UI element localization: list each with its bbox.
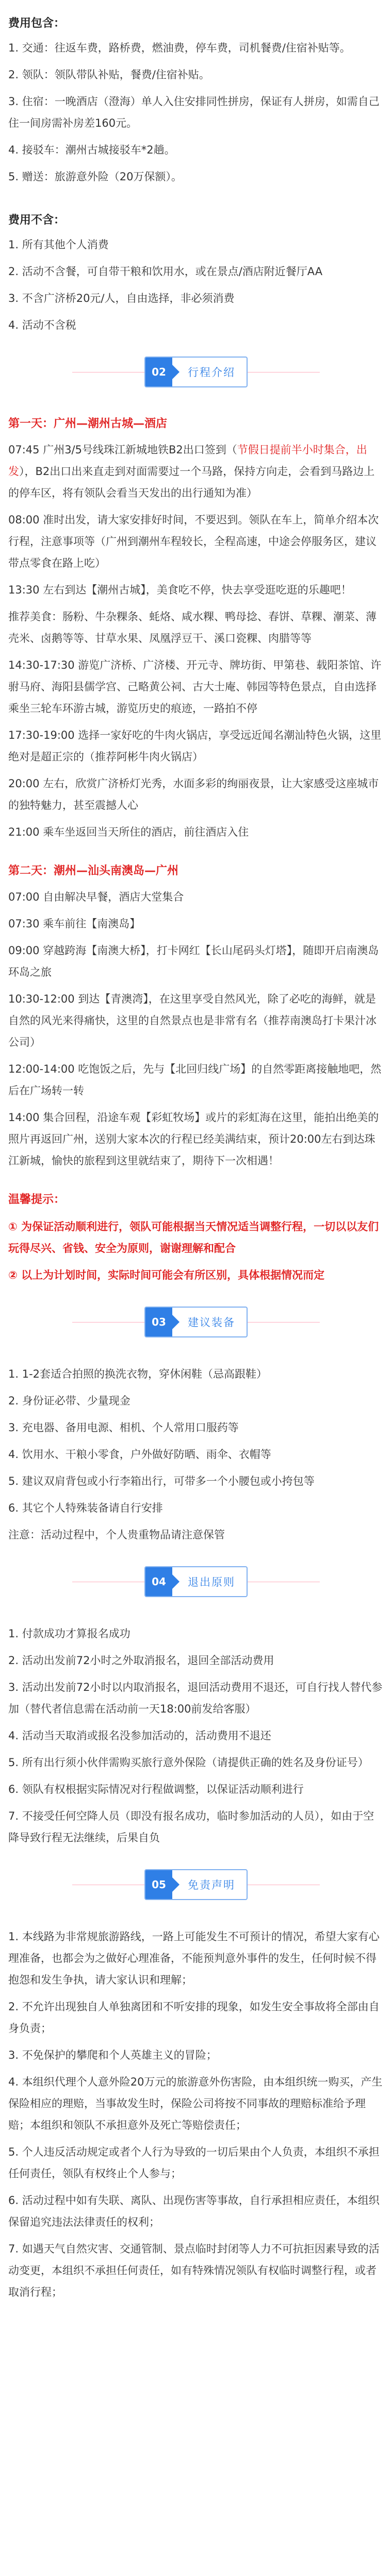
- day2-paragraph: 07:00 自由解决早餐，酒店大堂集合: [8, 891, 184, 903]
- day1-p1-start: 07:45 广州3/5号线珠江新城地铁B2出口签到（: [8, 444, 237, 456]
- banner-label: 免责声明: [188, 1879, 235, 1891]
- disclaimer-item: 6. 活动过程中如有失联、离队、出现伤害等事故，自行承担相应责任，本组织保留追究违法法律责任的权利；: [8, 2194, 380, 2228]
- refund-item: 7. 不接受任何空降人员（即没有报名成功，临时参加活动的人员），如由于空降导致行程无法继续，后果自负: [8, 1810, 374, 1844]
- banner-number: 05: [145, 1870, 172, 1899]
- day1-p1-end: ），B2出口出来直走到对面需要过一个马路，保持方向走，会看到马路边上的停车区，将有领队会看当天发出的出行通知为准）: [8, 465, 375, 499]
- day1-section: [8, 413, 384, 843]
- refund-item: 5. 所有出行须小伙伴需购买旅行意外保险（请提供正确的姓名及身份证号）: [8, 1756, 369, 1769]
- day2-section: [8, 860, 384, 1172]
- banner-label: 行程介绍: [188, 366, 235, 379]
- disclaimer-item: 4. 本组织代理个人意外险20万元的旅游意外伤害险，由本组织统一购买，产生保险相应的理赔，当事故发生时，保险公司将按不同事故的理赔标准给予理赔；本组织和领队不承担意外及死亡等赔偿责任；: [8, 2076, 383, 2131]
- day1-paragraph: 21:00 乘车坐返回当天所住的酒店，前往酒店入住: [8, 826, 249, 838]
- banner-number: 03: [145, 1308, 172, 1336]
- fee-excluded-item: 1. 所有其他个人消费: [8, 239, 109, 251]
- refund-item: 1. 付款成功才算报名成功: [8, 1628, 130, 1640]
- day1-paragraph: 08:00 准时出发，请大家安排好时间，不要迟到。领队在车上，简单介绍本次行程，注意事项等（广州到潮州车程较长，全程高速，中途会停服务区，建议带点零食在路上吃）: [8, 514, 379, 569]
- fee-excluded-item: 2. 活动不含餐，可自带干粮和饮用水，或在景点/酒店附近餐厅AA: [8, 265, 323, 278]
- warning-item: ① 为保证活动顺利进行，领队可能根据当天情况适当调整行程，一切以以友们玩得尽兴、省钱、安全为原则，谢谢理解和配合: [8, 1221, 379, 1255]
- day1-paragraph: [8, 439, 384, 504]
- equipment-item: 5. 建议双肩背包或小行李箱出行，可带多一个小腰包或小挎包等: [8, 1475, 315, 1487]
- banner-label: 建议装备: [188, 1316, 235, 1329]
- disclaimer-item: 7. 如遇天气自然灾害、交通管制、景点临时封闭等人力不可抗拒因素导致的活动变更，本组织不承担任何责任，如有特殊情况领队有权临时调整行程，或者取消行程；: [8, 2243, 380, 2298]
- day1-paragraph: 17:30-19:00 选择一家好吃的牛肉火锅店，享受远近闻名潮汕特色火锅，这里绝对是超正宗的（推荐阿彬牛肉火锅店）: [8, 729, 382, 763]
- divider: [248, 1322, 320, 1323]
- fee-included-item: 5. 赠送：旅游意外险（20万保额）。: [8, 171, 182, 183]
- equipment-item: 6. 其它个人特殊装备请自行安排: [8, 1502, 163, 1514]
- fee-included-section: [8, 12, 384, 188]
- day2-paragraph: 07:30 乘车前往【南澳岛】: [8, 918, 141, 930]
- disclaimer-item: 1. 本线路为非常规旅游路线，一路上可能发生不可预计的情况，希望大家有心理准备，也都会为之做好心理准备，不能预判意外事件的发生，任何时候不得抱怨和发生争执，请大家认识和理解；: [8, 1930, 380, 1986]
- fee-included-item: 3. 住宿：一晚酒店（澄海）单人入住安排同性拼房，保证有人拼房，如需自己住一间房需补房差160元。: [8, 95, 380, 129]
- section-banner-refund: [8, 1551, 384, 1613]
- refund-item: 3. 活动出发前72小时以内取消报名，退回活动费用不退还，可自行找人替代参加（替代者信息需在活动前一天18:00前发给客服）: [8, 1681, 383, 1715]
- warning-title: 温馨提示：: [8, 1193, 66, 1206]
- banner-box: [144, 1307, 248, 1337]
- day1-title: 第一天：广州—潮州古城—酒店: [8, 417, 168, 430]
- section-banner-itinerary: [8, 341, 384, 403]
- banner-number: 04: [145, 1567, 172, 1596]
- fee-excluded-title: 费用不含：: [8, 214, 66, 227]
- divider: [72, 1322, 144, 1323]
- day1-paragraph: 13:30 左右到达【潮州古城】，美食吃不停，快去享受逛吃逛的乐趣吧！: [8, 584, 352, 596]
- day1-p1-highlight: 节假日提前半小时集合，出发: [8, 444, 367, 478]
- equipment-item: 1. 1-2套适合拍照的换洗衣物，穿休闲鞋（忌高跟鞋）: [8, 1368, 268, 1380]
- refund-item: 6. 领队有权根据实际情况对行程做调整，以保证活动顺利进行: [8, 1783, 304, 1795]
- fee-included-item: 4. 接驳车：潮州古城接驳车*2趟。: [8, 144, 175, 156]
- refund-section: [8, 1623, 384, 1849]
- day2-paragraph: 12:00-14:00 吃饱饭之后，先与【北回归线广场】的自然零距离接触地吧，然后在广场转一转: [8, 1063, 382, 1097]
- banner-box: [144, 1566, 248, 1597]
- disclaimer-item: 2. 不允许出现独自人单独离团和不听安排的现象，如发生安全事故将全部由自身负责；: [8, 2001, 380, 2035]
- banner-label: 退出原则: [188, 1576, 235, 1588]
- day1-paragraph: 14:30-17:30 游览广济桥、广济楼、开元寺、牌坊街、甲第巷、载阳茶馆、许驸马府、海阳县儒学宫、己略黄公祠、古大士庵、韩园等特色景点，自由选择乘坐三轮车环游古城，游览历史的痕迹，一路拍不停: [8, 659, 382, 715]
- disclaimer-section: [8, 1926, 384, 2303]
- refund-item: 2. 活动出发前72小时之外取消报名，退回全部活动费用: [8, 1654, 274, 1667]
- day2-paragraph: 09:00 穿越跨海【南澳大桥】，打卡网红【长山尾码头灯塔】，随即开启南澳岛环岛之旅: [8, 944, 379, 978]
- day2-paragraph: 10:30-12:00 到达【青澳湾】，在这里享受自然风光，除了必吃的海鲜，就是自然的风光来得痛快，这里的自然景点也是非常有名（推荐南澳岛打卡果汁冰公司）: [8, 993, 377, 1048]
- fee-included-title: 费用包含：: [8, 17, 66, 30]
- equipment-item: 2. 身份证必带、少量现金: [8, 1395, 130, 1407]
- fee-excluded-item: 4. 活动不含税: [8, 319, 76, 331]
- equipment-section: [8, 1363, 384, 1546]
- warning-section: [8, 1189, 384, 1286]
- banner-number: 02: [145, 358, 172, 386]
- fee-included-item: 1. 交通：往返车费，路桥费，燃油费，停车费，司机餐费/住宿补贴等。: [8, 42, 351, 54]
- section-banner-equipment: [8, 1291, 384, 1353]
- banner-box: [144, 357, 248, 387]
- refund-item: 4. 活动当天取消或报名没参加活动的，活动费用不退还: [8, 1730, 271, 1742]
- day1-paragraph: 推荐美食：肠粉、牛杂粿条、蚝烙、咸水粿、鸭母捻、春饼、草粿、潮菜、薄壳米、卤鹅等等、甘草水果、凤凰浮豆干、溪口瓷粿、肉腊等等: [8, 611, 377, 645]
- equipment-note: 注意：活动过程中，个人贵重物品请注意保管: [8, 1529, 225, 1541]
- fee-excluded-section: [8, 209, 384, 336]
- fee-excluded-item: 3. 不含广济桥20元/人，自由选择，非必须消费: [8, 292, 235, 304]
- section-banner-disclaimer: [8, 1854, 384, 1916]
- equipment-item: 3. 充电器、备用电源、相机、个人常用口服药等: [8, 1421, 239, 1434]
- banner-box: [144, 1869, 248, 1900]
- equipment-item: 4. 饮用水、干粮小零食，户外做好防晒、雨伞、衣帽等: [8, 1448, 271, 1461]
- disclaimer-item: 5. 个人违反活动规定或者个人行为导致的一切后果由个人负责，本组织不承担任何责任，领队有权终止个人参与；: [8, 2146, 380, 2180]
- disclaimer-item: 3. 不免保护的攀爬和个人英雄主义的冒险；: [8, 2049, 217, 2061]
- fee-included-item: 2. 领队：领队带队补贴，餐费/住宿补贴。: [8, 69, 210, 81]
- warning-item: ② 以上为计划时间，实际时间可能会有所区别，具体根据情况而定: [8, 1269, 325, 1281]
- day1-paragraph: 20:00 左右，欣赏广济桥灯光秀，水面多彩的绚丽夜景，让大家感受这座城市的独特魅力，甚至震撼人心: [8, 777, 379, 811]
- day2-paragraph: 14:00 集合回程，沿途车观【彩虹牧场】或片的彩虹海在这里，能拍出绝美的照片再返回广州，送别大家本次的行程已经美满结束，预计20:00左右到达珠江新城，愉快的旅程到这里就结束了，期待下一次相遇！: [8, 1111, 379, 1167]
- day2-title: 第二天：潮州—汕头南澳岛—广州: [8, 865, 179, 877]
